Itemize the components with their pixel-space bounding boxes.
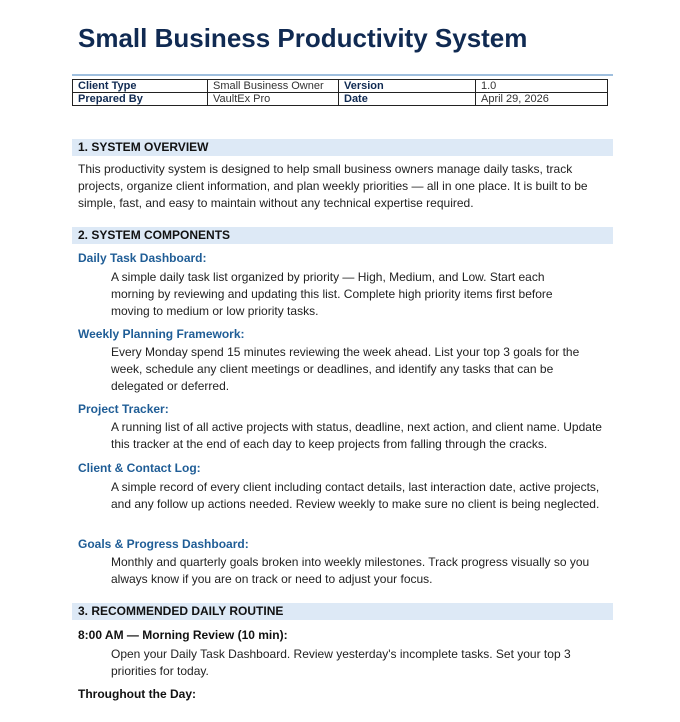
meta-label: Date (339, 93, 476, 106)
routine-step-title: Throughout the Day: (78, 687, 196, 701)
component-title: Client & Contact Log: (78, 461, 201, 475)
section-heading: 3. RECOMMENDED DAILY ROUTINE (72, 603, 613, 620)
routine-step-title: 8:00 AM — Morning Review (10 min): (78, 628, 288, 642)
routine-step-description: Open your Daily Task Dashboard. Review yesterday's incomplete tasks. Set your top 3 priorities for today. (111, 647, 571, 678)
meta-value: 1.0 (476, 80, 608, 93)
meta-row (73, 93, 608, 106)
component-title: Daily Task Dashboard: (78, 251, 207, 265)
meta-label: Client Type (73, 80, 208, 93)
section-paragraph: This productivity system is designed to help small business owners manage daily tasks, track projects, organize client information, and plan weekly priorities — all in one place. It is built to be simple, fast, and easy to maintain without any technical expertise required. (78, 162, 588, 210)
component-description: Every Monday spend 15 minutes reviewing the week ahead. List your top 3 goals for the week, schedule any client meetings or deadlines, and identify any tasks that can be delegated or deferred. (111, 345, 580, 393)
component-description: A simple record of every client including contact details, last interaction date, active projects, and any follow up actions needed. Review weekly to make sure no client is being neglected. (111, 480, 600, 511)
component-title: Weekly Planning Framework: (78, 327, 245, 341)
meta-value: Small Business Owner (208, 80, 339, 93)
meta-value: April 29, 2026 (476, 93, 608, 106)
meta-table (72, 79, 608, 106)
component-description: Monthly and quarterly goals broken into weekly milestones. Track progress visually so you always know if you are on track or need to adjust your focus. (111, 555, 590, 586)
section-heading: 2. SYSTEM COMPONENTS (72, 227, 613, 244)
component-description: A simple daily task list organized by priority — High, Medium, and Low. Start each morning by reviewing and updating this list. Complete high priority items first before moving to medium or low priority tasks. (111, 270, 553, 318)
meta-block (72, 74, 613, 106)
component-title: Goals & Progress Dashboard: (78, 537, 249, 551)
document-title: Small Business Productivity System (78, 23, 528, 53)
meta-row (73, 80, 608, 93)
component-description: A running list of all active projects with status, deadline, next action, and client name. Update this tracker at the end of each day to keep projects from falling through the cracks. (111, 420, 602, 451)
meta-label: Version (339, 80, 476, 93)
component-title: Project Tracker: (78, 402, 169, 416)
section-heading: 1. SYSTEM OVERVIEW (72, 139, 613, 156)
meta-value: VaultEx Pro (208, 93, 339, 106)
meta-divider (72, 74, 613, 76)
meta-label: Prepared By (73, 93, 208, 106)
